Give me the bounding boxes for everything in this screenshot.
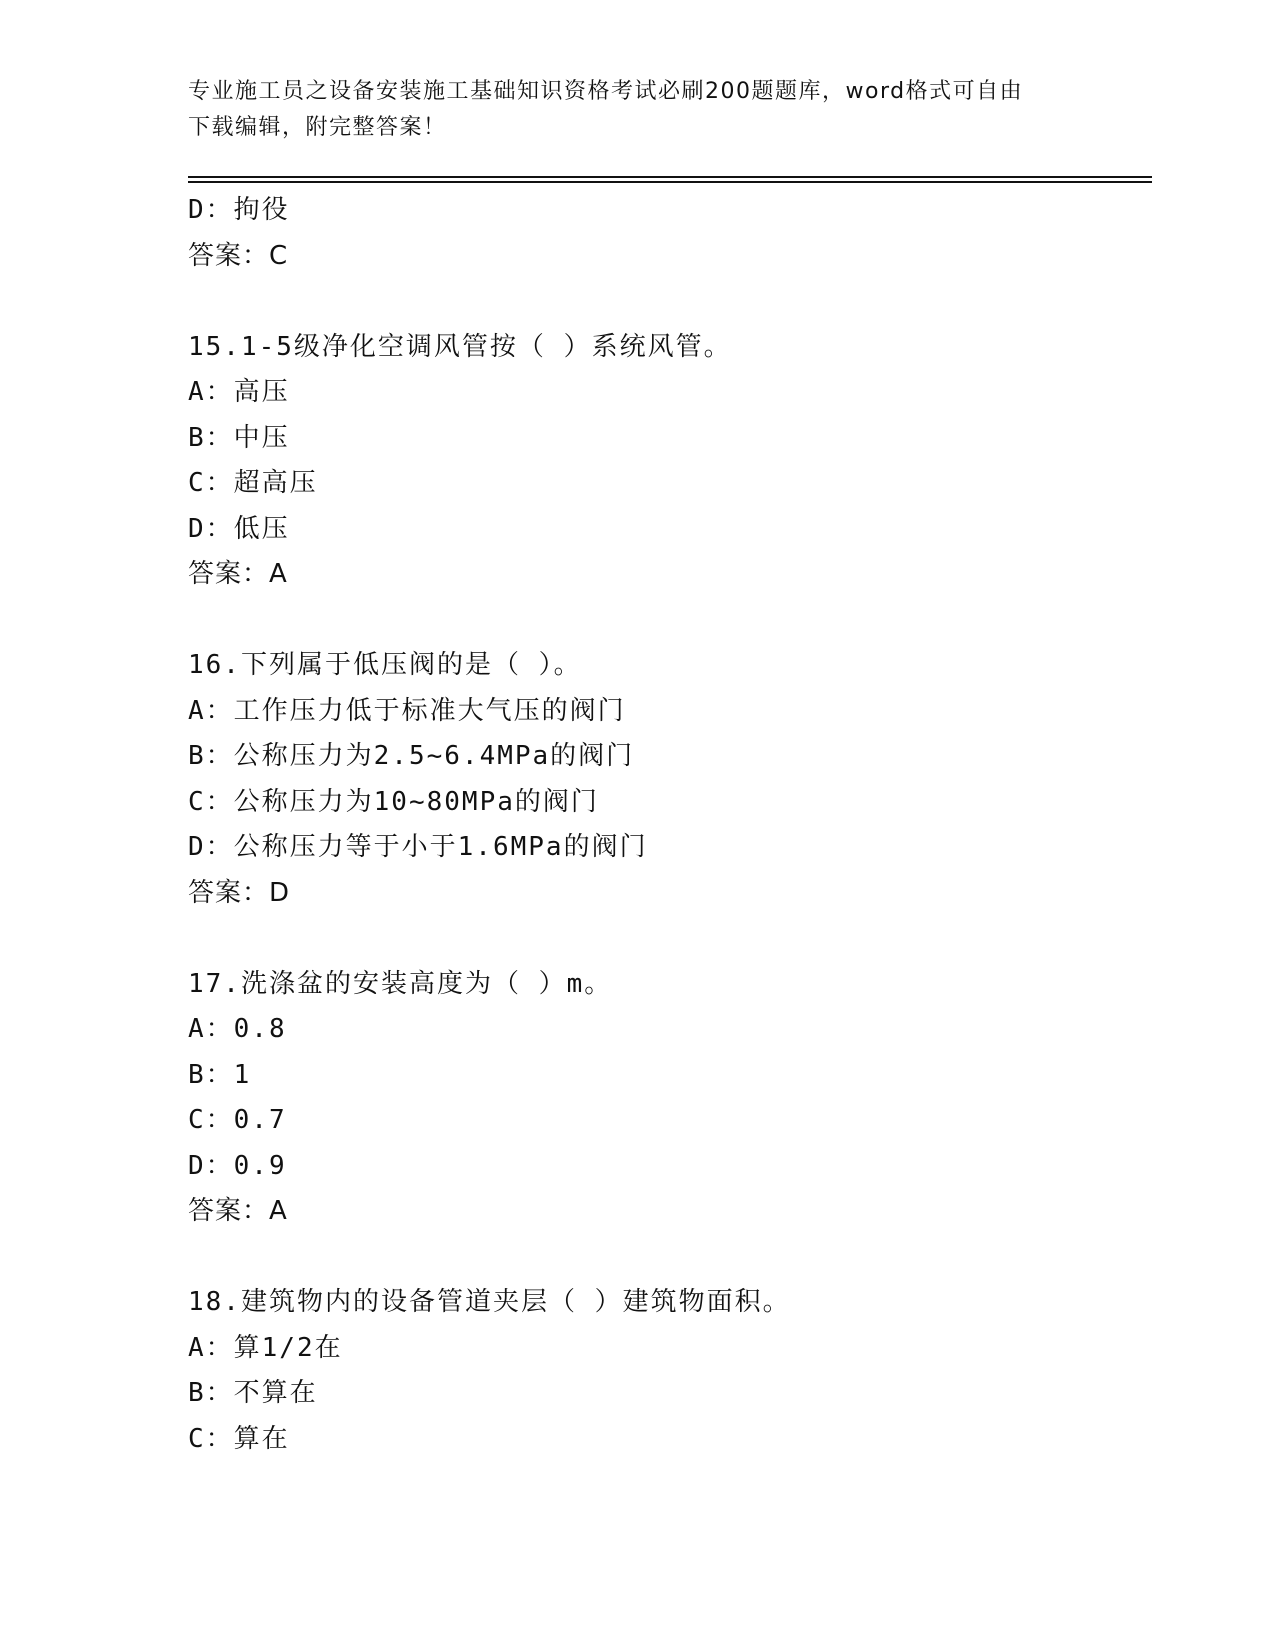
option-b: B：公称压力为2.5~6.4MPa的阀门 [188, 741, 635, 771]
option-a: A：工作压力低于标准大气压的阀门 [188, 695, 626, 726]
answer: 答案：A [188, 1196, 288, 1226]
spacer [188, 279, 1148, 325]
option-a: A：高压 [188, 377, 290, 407]
question-stem: 18.建筑物内的设备管道夹层（ ）建筑物面积。 [188, 1287, 791, 1317]
question-stem: 16.下列属于低压阀的是（ ）。 [188, 650, 582, 680]
prev-option-d: D：拘役 [188, 195, 290, 225]
document-header [188, 74, 1088, 146]
header-rule-bottom [188, 181, 1152, 183]
spacer [188, 916, 1148, 962]
question-16 [188, 643, 1148, 916]
question-stem: 17.洗涤盆的安装高度为（ ）m。 [188, 968, 613, 999]
option-a: A：0.8 [188, 1014, 287, 1044]
header-line-1: 专业施工员之设备安装施工基础知识资格考试必刷200题题库，word格式可自由 [188, 79, 1024, 104]
header-rule-top [188, 176, 1152, 178]
option-b: B：中压 [188, 422, 290, 453]
option-a: A：算1/2在 [188, 1332, 343, 1363]
answer: 答案：D [188, 877, 291, 908]
spacer [188, 598, 1148, 644]
option-c: C：算在 [188, 1423, 290, 1454]
question-list [188, 188, 1148, 1462]
prev-answer: 答案：C [188, 240, 289, 271]
option-c: C：0.7 [188, 1105, 287, 1135]
spacer [188, 1235, 1148, 1281]
header-line-2: 下载编辑，附完整答案！ [188, 115, 447, 140]
option-d: D：0.9 [188, 1150, 287, 1181]
answer: 答案：A [188, 559, 288, 589]
option-b: B：不算在 [188, 1378, 318, 1408]
option-c: C：公称压力为10~80MPa的阀门 [188, 786, 599, 817]
option-c: C：超高压 [188, 468, 318, 498]
option-b: B：1 [188, 1059, 252, 1090]
question-stem: 15.1-5级净化空调风管按（ ）系统风管。 [188, 331, 732, 362]
question-15 [188, 325, 1148, 598]
option-d: D：低压 [188, 513, 290, 544]
question-18 [188, 1280, 1148, 1462]
option-d: D：公称压力等于小于1.6MPa的阀门 [188, 832, 648, 862]
question-17 [188, 962, 1148, 1235]
